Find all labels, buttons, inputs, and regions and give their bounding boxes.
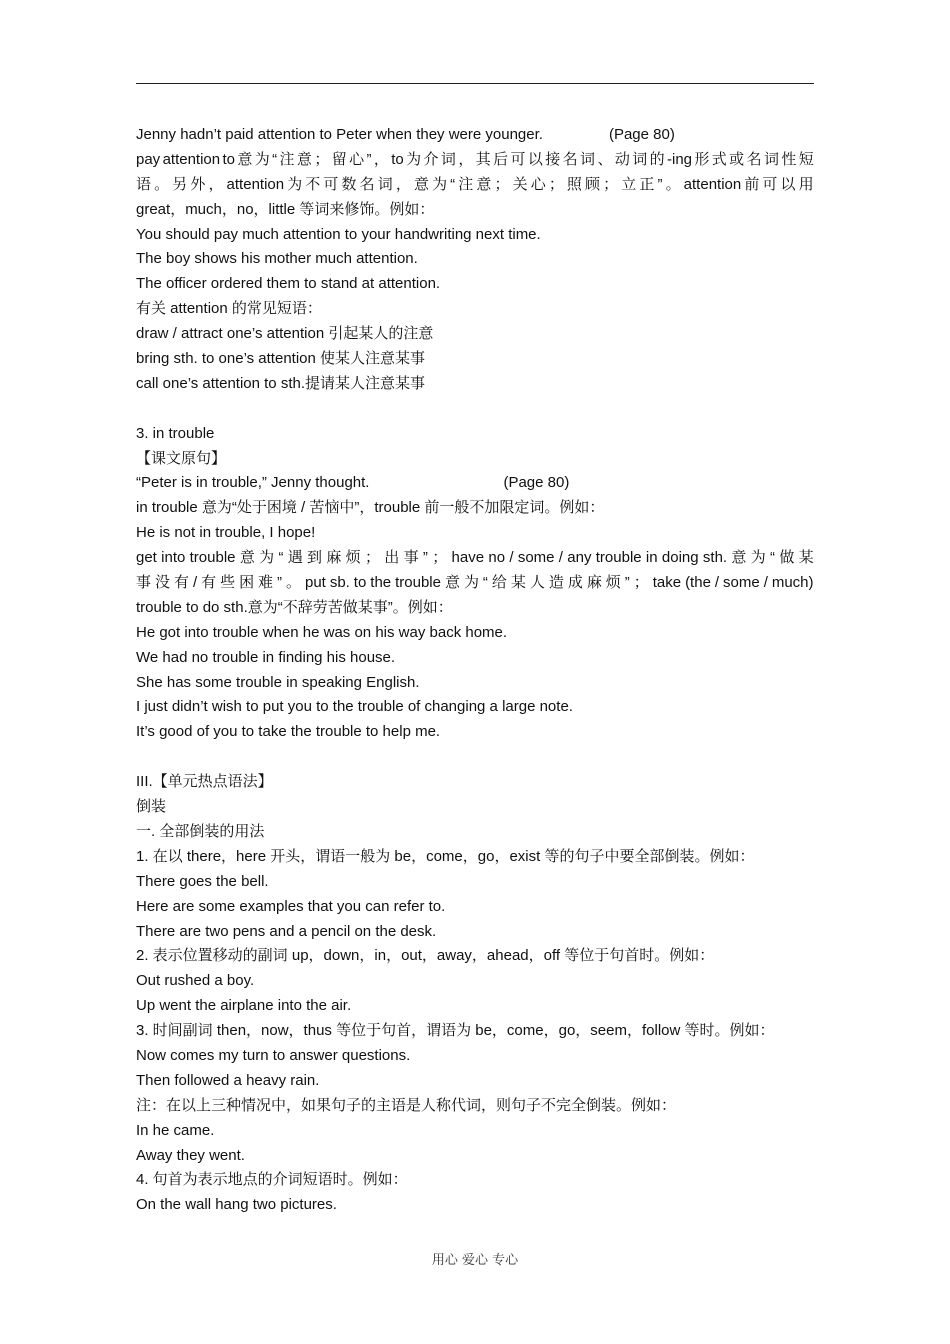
- paragraph-line: get into trouble 意 为 “ 遇 到 麻 烦 ； 出 事 ” ； have no / some / any trouble in doing sth. 意 为 “ 做 某: [136, 549, 814, 567]
- note-line: 注：在以上三种情况中，如果句子的主语是人称代词，则句子不完全倒装。例如：: [136, 1096, 677, 1114]
- rule-line: 2. 表示位置移动的副词 up，down，in，out，away，ahead，off 等位于句首时。例如：: [136, 947, 715, 965]
- paragraph-line: in trouble 意为“处于困境 / 苦恼中”，trouble 前一般不加限定词。例如：: [136, 499, 605, 517]
- example-sentence: There goes the bell.: [136, 872, 269, 890]
- example-sentence: She has some trouble in speaking English.: [136, 673, 420, 691]
- example-sentence: You should pay much attention to your handwriting next time.: [136, 225, 541, 243]
- subsection-title: 一. 全部倒装的用法: [136, 822, 265, 840]
- phrase-item: bring sth. to one’s attention 使某人注意某事: [136, 350, 426, 368]
- phrase-item: call one’s attention to sth.提请某人注意某事: [136, 374, 425, 392]
- blank-line: [136, 745, 814, 770]
- example-sentence: Then followed a heavy rain.: [136, 1071, 320, 1089]
- example-sentence: He is not in trouble, I hope!: [136, 524, 316, 542]
- phrase-item: draw / attract one’s attention 引起某人的注意: [136, 325, 434, 343]
- quote-line: [136, 123, 814, 148]
- example-sentence: Out rushed a boy.: [136, 972, 255, 990]
- quote-text: Jenny hadn’t paid attention to Peter when they were younger.: [136, 126, 543, 143]
- topic-title: 倒装: [136, 798, 167, 816]
- example-sentence: Now comes my turn to answer questions.: [136, 1046, 411, 1064]
- page-ref: (Page 80): [503, 474, 570, 492]
- header-rule: [136, 83, 814, 84]
- example-sentence: It’s good of you to take the trouble to help me.: [136, 723, 441, 741]
- example-sentence: I just didn’t wish to put you to the trouble of changing a large note.: [136, 698, 573, 716]
- paragraph-line: pay attention to 意 为 “ 注 意 ； 留 心 ” ， to 为 介 词 ， 其 后 可 以 接 名 词 、 动 词 的 -ing 形 式 或 名 词 性 短: [136, 150, 814, 168]
- quote-text: “Peter is in trouble,” Jenny thought.: [136, 474, 370, 492]
- rule-line: 4. 句首为表示地点的介词短语时。例如：: [136, 1171, 408, 1189]
- example-sentence: He got into trouble when he was on his way back home.: [136, 623, 508, 641]
- example-sentence: Up went the airplane into the air.: [136, 997, 352, 1015]
- page-footer: 用心 爱心 专心: [431, 1253, 519, 1268]
- blank-line: [136, 397, 814, 422]
- paragraph-line: great，much，no，little 等词来修饰。例如：: [136, 200, 435, 218]
- section-heading: 3. in trouble: [136, 424, 215, 442]
- example-sentence: The boy shows his mother much attention.: [136, 250, 418, 268]
- example-sentence: Away they went.: [136, 1146, 245, 1164]
- paragraph-line: 事 没 有 / 有 些 困 难 ” 。 put sb. to the trouble 意 为 “ 给 某 人 造 成 麻 烦 ” ； take (the / some / much): [136, 574, 814, 592]
- paragraph-line: trouble to do sth.意为“不辞劳苦做某事”。例如：: [136, 598, 453, 616]
- section-label: 【课文原句】: [136, 449, 227, 467]
- example-sentence: There are two pens and a pencil on the desk.: [136, 922, 437, 940]
- paragraph-line: 语 。 另 外 ， attention 为 不 可 数 名 词 ， 意 为 “ 注 意 ； 关 心 ； 照 顾 ； 立 正 ” 。 attention 前 可 以 用: [136, 175, 814, 193]
- example-sentence: In he came.: [136, 1121, 215, 1139]
- phrases-title: 有关 attention 的常见短语：: [136, 300, 322, 318]
- example-sentence: The officer ordered them to stand at attention.: [136, 275, 441, 293]
- example-sentence: Here are some examples that you can refer to.: [136, 897, 446, 915]
- quote-line: [136, 471, 814, 496]
- rule-line: 3. 时间副词 then，now，thus 等位于句首，谓语为 be，come，go，seem，follow 等时。例如：: [136, 1022, 775, 1040]
- example-sentence: On the wall hang two pictures.: [136, 1196, 337, 1214]
- document-body: [136, 123, 814, 1218]
- section-heading: III.【单元热点语法】: [136, 773, 273, 791]
- example-sentence: We had no trouble in finding his house.: [136, 648, 396, 666]
- rule-line: 1. 在以 there，here 开头，谓语一般为 be，come，go，exist 等的句子中要全部倒装。例如：: [136, 847, 755, 865]
- page-ref: (Page 80): [608, 126, 675, 143]
